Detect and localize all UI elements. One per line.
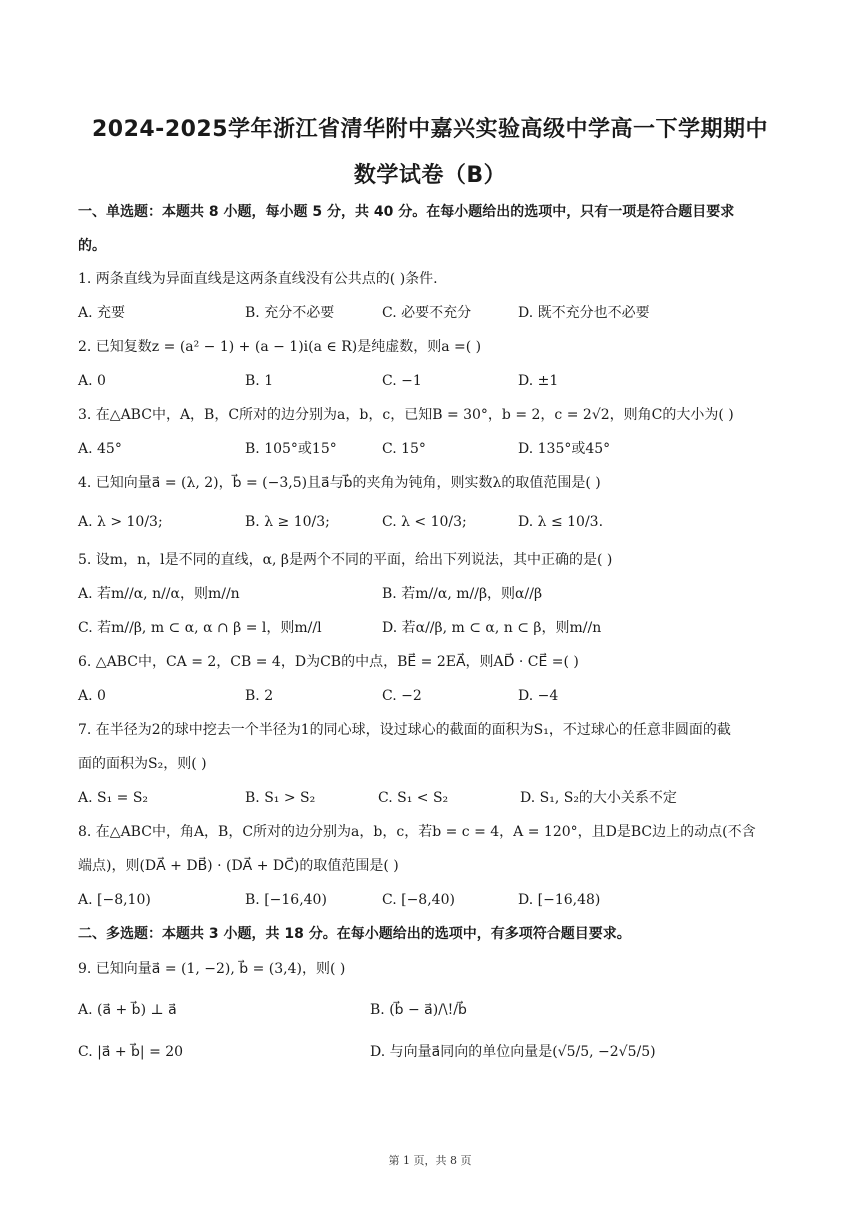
- question-3-option-d: D. 135°或45°: [518, 441, 611, 457]
- question-9-option-c: C. |a⃗ + b⃗| = 20: [78, 1044, 184, 1060]
- question-5-option-b: B. 若m//α, m//β，则α//β: [382, 586, 543, 602]
- question-1-option-b: B. 充分不必要: [245, 305, 335, 321]
- question-9-option-b: B. (b⃗ − a⃗)/\!/b⃗: [370, 1002, 467, 1018]
- question-2-option-c: C. −1: [382, 373, 422, 389]
- question-6-option-d: D. −4: [518, 688, 559, 704]
- question-3-stem: 3. 在△ABC中，A，B，C所对的边分别为a，b，c，已知B = 30°，b = 2，c = 2√2，则角C的大小为( ): [78, 407, 734, 423]
- question-8-stem-cont: 端点)，则(DA⃗ + DB⃗) · (DA⃗ + DC⃗)的取值范围是( ): [78, 858, 399, 874]
- question-9-stem: 9. 已知向量a⃗ = (1, −2), b⃗ = (3,4)，则( ): [78, 961, 346, 977]
- question-9-option-d: D. 与向量a⃗同向的单位向量是(√5/5, −2√5/5): [370, 1044, 656, 1060]
- question-8-option-a: A. [−8,10): [78, 892, 151, 908]
- question-4-option-a: A. λ > 10/3;: [78, 514, 163, 530]
- question-7-option-c: C. S₁ < S₂: [378, 790, 449, 806]
- question-4-option-c: C. λ < 10/3;: [382, 514, 467, 530]
- exam-title-line2: 数学试卷（B）: [353, 163, 507, 188]
- question-1-option-a: A. 充要: [78, 305, 126, 321]
- question-4-option-d: D. λ ≤ 10/3.: [518, 514, 604, 530]
- question-5-option-c: C. 若m//β, m ⊂ α, α ∩ β = l，则m//l: [78, 620, 322, 636]
- question-5-option-d: D. 若α//β, m ⊂ α, n ⊂ β，则m//n: [382, 620, 602, 636]
- question-2-option-b: B. 1: [245, 373, 274, 389]
- question-7-option-b: B. S₁ > S₂: [245, 790, 316, 806]
- question-6-option-a: A. 0: [78, 688, 106, 704]
- question-6-option-b: B. 2: [245, 688, 274, 704]
- question-1-option-d: D. 既不充分也不必要: [518, 305, 650, 321]
- question-8-option-c: C. [−8,40): [382, 892, 455, 908]
- question-7-stem-cont: 面的面积为S₂，则( ): [78, 756, 207, 772]
- section2-heading: 二、多选题：本题共 3 小题，共 18 分。在每小题给出的选项中，有多项符合题目要求。: [78, 926, 631, 942]
- question-7-option-d: D. S₁, S₂的大小关系不定: [520, 790, 677, 806]
- question-3-option-b: B. 105°或15°: [245, 441, 337, 457]
- question-2-stem: 2. 已知复数z = (a² − 1) + (a − 1)i(a ∈ R)是纯虚数，则a =( ): [78, 339, 482, 355]
- question-1-stem: 1. 两条直线为异面直线是这两条直线没有公共点的( )条件.: [78, 271, 438, 287]
- question-6-option-c: C. −2: [382, 688, 422, 704]
- question-4-stem: 4. 已知向量a⃗ = (λ, 2)，b⃗ = (−3,5)且a⃗与b⃗的夹角为钝角，则实数λ的取值范围是( ): [78, 475, 601, 491]
- question-5-stem: 5. 设m，n，l是不同的直线，α, β是两个不同的平面，给出下列说法，其中正确的是( ): [78, 552, 613, 568]
- question-6-stem: 6. △ABC中，CA = 2，CB = 4，D为CB的中点，BE⃗ = 2EA⃗，则AD⃗ · CE⃗ =( ): [78, 654, 579, 670]
- question-3-option-c: C. 15°: [382, 441, 426, 457]
- question-2-option-a: A. 0: [78, 373, 106, 389]
- question-4-option-b: B. λ ≥ 10/3;: [245, 514, 330, 530]
- question-3-option-a: A. 45°: [78, 441, 122, 457]
- section1-heading: 一、单选题：本题共 8 小题，每小题 5 分，共 40 分。在每小题给出的选项中，只有一项是符合题目要求: [78, 204, 735, 220]
- question-8-option-b: B. [−16,40): [245, 892, 327, 908]
- question-2-option-d: D. ±1: [518, 373, 559, 389]
- question-9-option-a: A. (a⃗ + b⃗) ⊥ a⃗: [78, 1002, 177, 1018]
- question-7-option-a: A. S₁ = S₂: [78, 790, 149, 806]
- exam-title-line1: 2024-2025学年浙江省清华附中嘉兴实验高级中学高一下学期期中: [91, 117, 769, 142]
- question-1-option-c: C. 必要不充分: [382, 305, 472, 321]
- question-7-stem: 7. 在半径为2的球中挖去一个半径为1的同心球，设过球心的截面的面积为S₁，不过球心的任意非圆面的截: [78, 722, 731, 738]
- question-8-option-d: D. [−16,48): [518, 892, 601, 908]
- page-footer: 第 1 页，共 8 页: [388, 1154, 472, 1167]
- section1-heading-cont: 的。: [78, 238, 106, 254]
- question-5-option-a: A. 若m//α, n//α，则m//n: [78, 586, 240, 602]
- question-8-stem: 8. 在△ABC中，角A，B，C所对的边分别为a，b，c，若b = c = 4，A = 120°，且D是BC边上的动点(不含: [78, 824, 756, 840]
